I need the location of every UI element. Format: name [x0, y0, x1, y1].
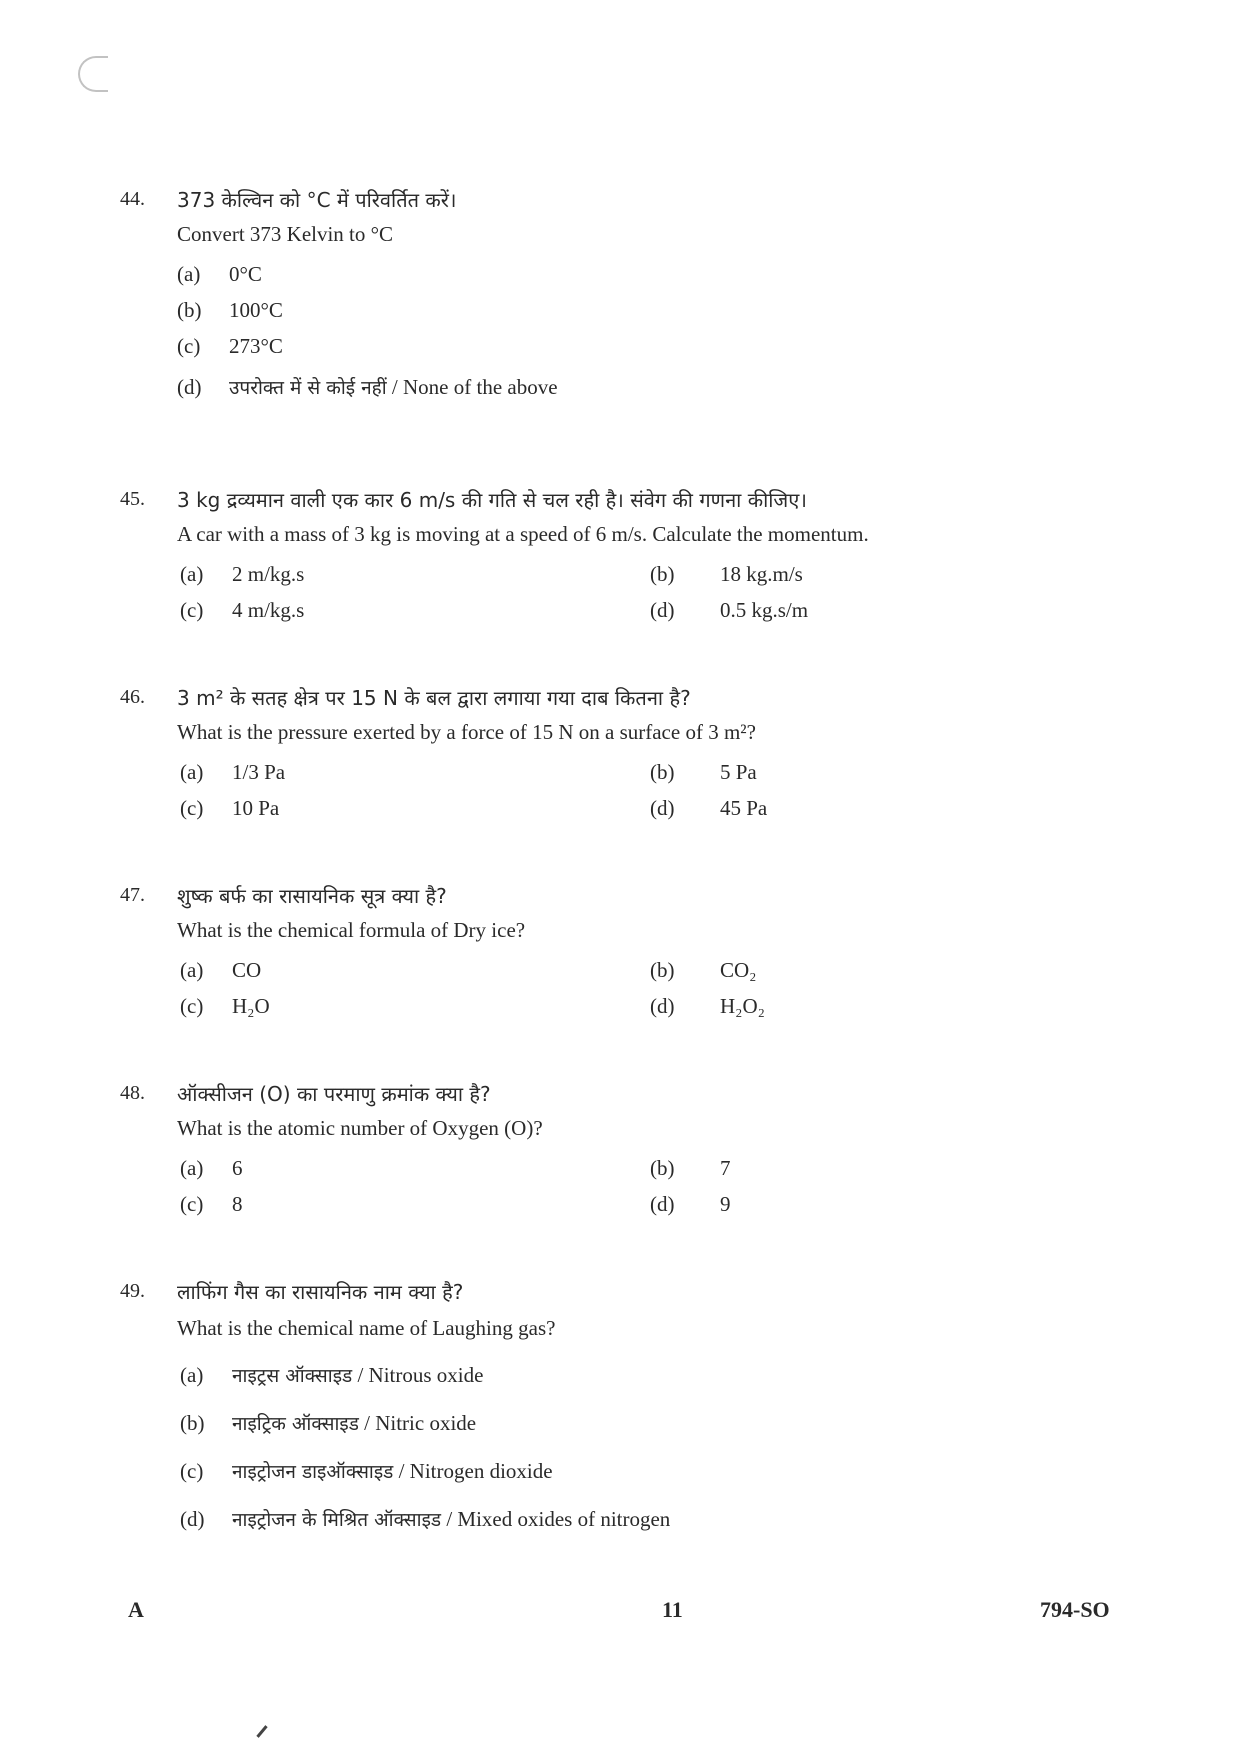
- option-label: (b): [650, 958, 675, 982]
- option-text: 4 m/kg.s: [232, 598, 305, 622]
- series-code: A: [128, 1597, 144, 1622]
- option-label: (d): [180, 1507, 205, 1531]
- question-text-english: What is the chemical formula of Dry ice?: [177, 918, 526, 942]
- option-a[interactable]: [180, 1362, 483, 1388]
- option-label: (a): [180, 1156, 204, 1180]
- question-number: 45.: [120, 488, 145, 510]
- question-text-hindi: शुष्क बर्फ का रासायनिक सूत्र क्या है?: [177, 884, 447, 908]
- option-label: (b): [180, 1411, 205, 1435]
- option-text-hindi: नाइट्रोजन के मिश्रित ऑक्साइड: [232, 1509, 442, 1531]
- option-label: (d): [177, 375, 202, 399]
- question-text-english: What is the atomic number of Oxygen (O)?: [177, 1116, 543, 1140]
- option-b[interactable]: [650, 760, 757, 785]
- option-c[interactable]: [177, 334, 283, 359]
- question-text-hindi: 373 केल्विन को °C में परिवर्तित करें।: [177, 188, 457, 212]
- question-number: 44.: [120, 188, 145, 210]
- option-text: Nitrous oxide: [368, 1363, 484, 1387]
- option-b[interactable]: [180, 1410, 476, 1436]
- option-label: (c): [180, 1192, 204, 1216]
- option-label: (c): [180, 796, 204, 820]
- option-separator: /: [386, 375, 404, 399]
- option-text-hindi: नाइट्रस ऑक्साइड: [232, 1365, 353, 1387]
- option-text: 10 Pa: [232, 796, 280, 820]
- option-d[interactable]: [650, 994, 765, 1019]
- option-label: (a): [177, 262, 201, 286]
- option-text: 5 Pa: [720, 760, 757, 784]
- question-number: 49.: [120, 1280, 145, 1302]
- option-d[interactable]: [177, 374, 558, 400]
- option-label: (b): [650, 760, 675, 784]
- option-label: (a): [180, 1363, 204, 1387]
- option-text: 273°C: [229, 334, 283, 358]
- question-text-english: Convert 373 Kelvin to °C: [177, 222, 394, 246]
- option-d[interactable]: [180, 1506, 670, 1532]
- option-a[interactable]: [180, 760, 285, 785]
- scan-artifact: [78, 56, 108, 92]
- option-d[interactable]: [650, 1192, 731, 1217]
- option-separator: /: [393, 1459, 410, 1483]
- option-text: 18 kg.m/s: [720, 562, 803, 586]
- option-a[interactable]: [177, 262, 262, 287]
- option-label: (b): [177, 298, 202, 322]
- option-c[interactable]: [180, 994, 270, 1019]
- option-label: (b): [650, 1156, 675, 1180]
- option-b[interactable]: [650, 958, 757, 983]
- option-text: 45 Pa: [720, 796, 768, 820]
- option-text: None of the above: [403, 375, 558, 399]
- option-b[interactable]: [650, 562, 803, 587]
- option-text: 100°C: [229, 298, 283, 322]
- option-text: CO: [232, 958, 262, 982]
- option-c[interactable]: [180, 1458, 553, 1484]
- option-text: Mixed oxides of nitrogen: [457, 1507, 671, 1531]
- option-b[interactable]: [650, 1156, 731, 1181]
- option-label: (b): [650, 562, 675, 586]
- option-label: (d): [650, 796, 675, 820]
- option-label: (a): [180, 760, 204, 784]
- option-label: (c): [180, 994, 204, 1018]
- option-d[interactable]: [650, 796, 767, 821]
- option-text: 6: [232, 1156, 243, 1180]
- option-separator: /: [441, 1507, 458, 1531]
- question-text-english: A car with a mass of 3 kg is moving at a speed of 6 m/s. Calculate the momentum.: [177, 522, 869, 546]
- question-text-english: What is the chemical name of Laughing gas?: [177, 1316, 556, 1340]
- page-number: 11: [662, 1597, 683, 1622]
- option-label: (c): [180, 598, 204, 622]
- option-text: 7: [720, 1156, 731, 1180]
- option-text: 0.5 kg.s/m: [720, 598, 809, 622]
- option-label: (c): [180, 1459, 204, 1483]
- option-label: (c): [177, 334, 201, 358]
- option-text: H₂O: [232, 994, 270, 1018]
- question-text-hindi: लाफिंग गैस का रासायनिक नाम क्या है?: [177, 1280, 464, 1304]
- option-text: H₂O₂: [720, 994, 765, 1018]
- option-text: CO₂: [720, 958, 757, 982]
- question-text-english: What is the pressure exerted by a force of 15 N on a surface of 3 m²?: [177, 720, 756, 744]
- option-a[interactable]: [180, 1156, 243, 1181]
- option-separator: /: [352, 1363, 369, 1387]
- option-a[interactable]: [180, 562, 304, 587]
- question-text-hindi: ऑक्सीजन (O) का परमाणु क्रमांक क्या है?: [177, 1082, 491, 1106]
- question-text-hindi: 3 m² के सतह क्षेत्र पर 15 N के बल द्वारा लगाया गया दाब कितना है?: [177, 686, 691, 710]
- option-text: Nitrogen dioxide: [409, 1459, 553, 1483]
- option-c[interactable]: [180, 1192, 243, 1217]
- option-label: (d): [650, 598, 675, 622]
- pen-mark: [256, 1725, 267, 1738]
- question-number: 46.: [120, 686, 145, 708]
- option-text: 1/3 Pa: [232, 760, 286, 784]
- option-b[interactable]: [177, 298, 283, 323]
- option-text: Nitric oxide: [375, 1411, 477, 1435]
- option-label: (a): [180, 958, 204, 982]
- question-number: 48.: [120, 1082, 145, 1104]
- option-label: (a): [180, 562, 204, 586]
- option-separator: /: [358, 1411, 376, 1435]
- option-text-hindi: नाइट्रिक ऑक्साइड: [232, 1413, 359, 1435]
- option-label: (d): [650, 994, 675, 1018]
- paper-code: 794-SO: [1040, 1597, 1110, 1622]
- option-text-hindi: नाइट्रोजन डाइऑक्साइड: [232, 1461, 394, 1483]
- option-a[interactable]: [180, 958, 261, 983]
- option-text: 0°C: [229, 262, 262, 286]
- option-d[interactable]: [650, 598, 808, 623]
- option-text: 9: [720, 1192, 731, 1216]
- question-text-hindi: 3 kg द्रव्यमान वाली एक कार 6 m/s की गति से चल रही है। संवेग की गणना कीजिए।: [177, 488, 807, 512]
- question-number: 47.: [120, 884, 145, 906]
- option-text: 8: [232, 1192, 243, 1216]
- option-text: 2 m/kg.s: [232, 562, 305, 586]
- option-c[interactable]: [180, 598, 304, 623]
- option-c[interactable]: [180, 796, 279, 821]
- option-text-hindi: उपरोक्त में से कोई नहीं: [229, 377, 387, 399]
- option-label: (d): [650, 1192, 675, 1216]
